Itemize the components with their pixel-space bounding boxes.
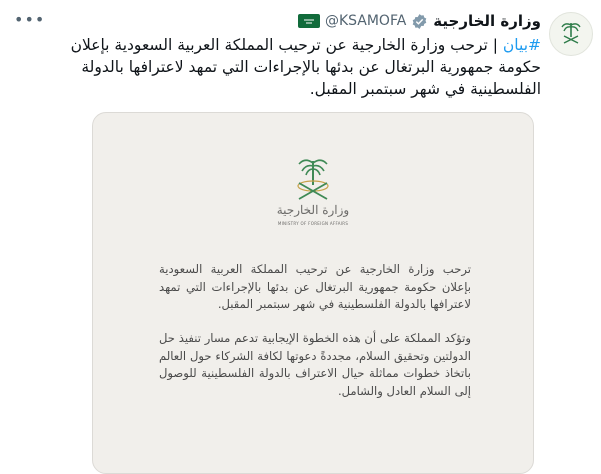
display-name[interactable]: وزارة الخارجية bbox=[433, 12, 541, 30]
ministry-name-arabic: وزارة الخارجية bbox=[276, 203, 350, 217]
user-handle[interactable]: @KSAMOFA bbox=[324, 13, 407, 29]
more-options-icon[interactable]: ••• bbox=[14, 10, 46, 29]
palm-swords-logo-icon bbox=[556, 19, 586, 49]
tweet-text bbox=[41, 34, 541, 100]
tweet-header bbox=[298, 12, 541, 30]
tweet-body: | ترحب وزارة الخارجية عن ترحيب المملكة العربية السعودية بإعلان حكومة جمهورية البرتغال عن بدئها بالإجراءات التي تمهد لاعترافها بالدولة الفلسطينية في شهر سبتمبر المقبل. bbox=[70, 36, 541, 98]
verified-badge-icon bbox=[411, 13, 428, 30]
avatar[interactable] bbox=[549, 12, 593, 56]
ministry-name-english: MINISTRY OF FOREIGN AFFAIRS bbox=[277, 221, 349, 226]
statement-paragraph-2: وتؤكد المملكة على أن هذه الخطوة الإيجابية تدعم مسار تنفيذ حل الدولتين وتحقيق السلام، مجددةً دعوتها لكافة الشركاء حول العالم باتخاذ خطوات مماثلة حيال الاعتراف بالدولة الفلسطينية للوصول إلى السلام العادل والشامل. bbox=[159, 331, 471, 398]
ministry-emblem-icon bbox=[290, 155, 336, 205]
statement-paragraph-1: ترحب وزارة الخارجية عن ترحيب المملكة العربية السعودية بإعلان حكومة جمهورية البرتغال عن بدئها بالإجراءات التي تمهد لاعترافها بالدولة الفلسطينية في شهر سبتمبر المقبل. bbox=[159, 262, 471, 311]
saudi-flag-icon bbox=[298, 14, 320, 28]
attached-statement-image[interactable] bbox=[92, 112, 534, 474]
hashtag-link[interactable]: #بيان bbox=[502, 36, 541, 54]
